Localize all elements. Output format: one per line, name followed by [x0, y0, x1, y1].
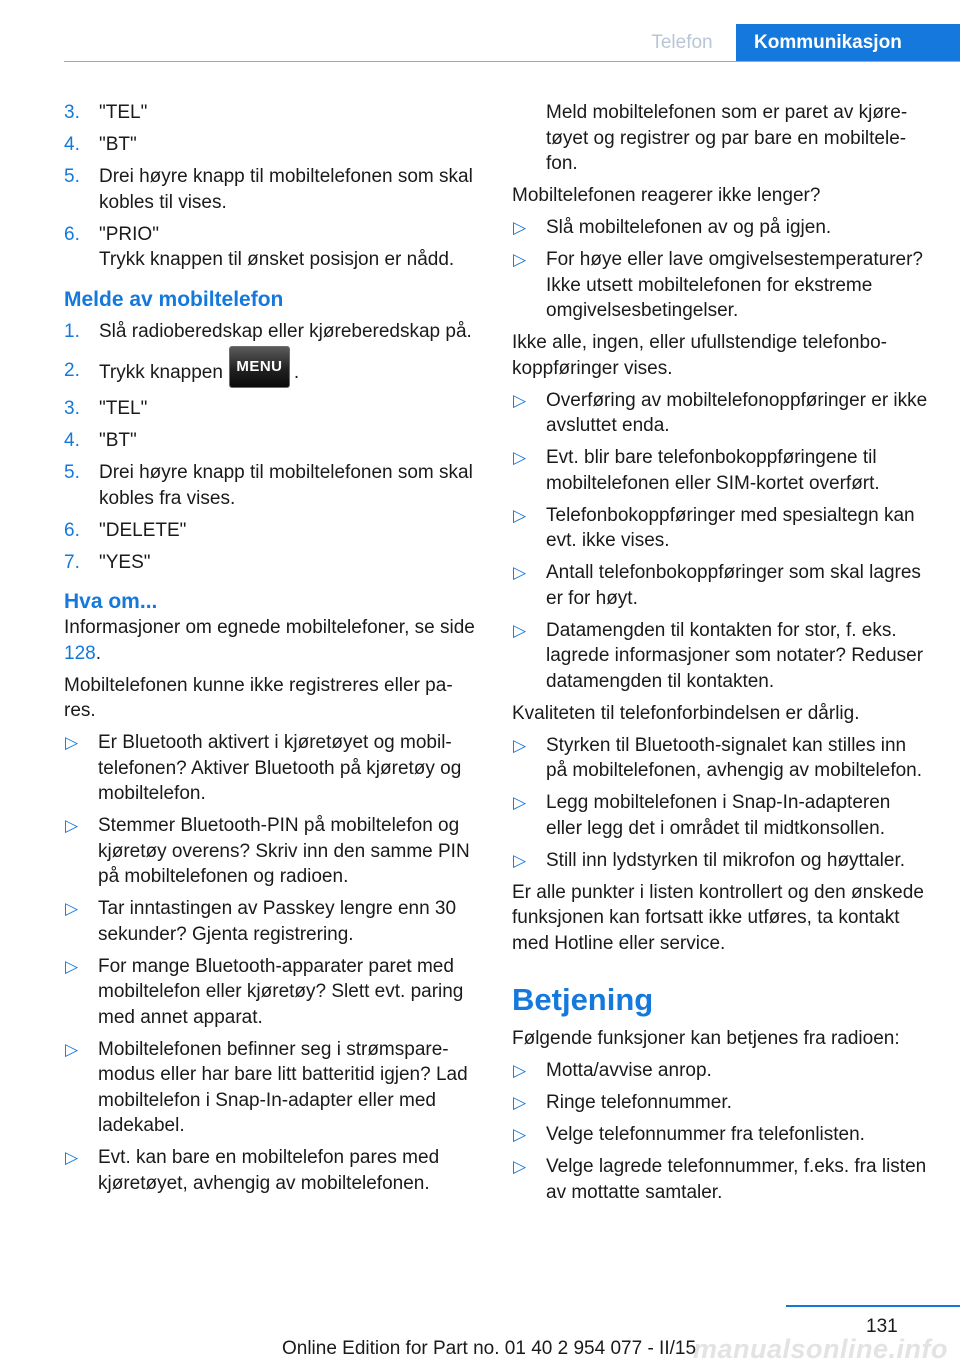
step-text: "TEL" [99, 102, 148, 123]
list-item [512, 790, 928, 841]
problem-statement: Mobiltelefonen kunne ikke registreres eller pares. [64, 674, 453, 721]
list-item [512, 848, 942, 874]
section-heading-operation: Betjening [512, 982, 654, 1017]
bullet-triangle-icon: ▷ [513, 218, 527, 237]
step-number: 5. [64, 462, 80, 483]
section-heading-whatif: Hva om... [64, 590, 158, 613]
info-end: . [95, 642, 101, 664]
bullet-triangle-icon: ▷ [513, 1157, 527, 1176]
step-text: "YES" [99, 551, 151, 573]
bullet-triangle-icon: ▷ [65, 899, 79, 918]
step-subtext: Trykk knappen til ønsket posisjon er nådd. [99, 249, 455, 270]
step-text: "DELETE" [99, 519, 187, 541]
step-number: 7. [64, 551, 80, 573]
list-item [512, 560, 928, 611]
step-number: 1. [64, 320, 80, 342]
list-item [64, 428, 476, 454]
list-item [64, 164, 476, 215]
list-item [64, 550, 476, 576]
header-divider [64, 61, 960, 62]
bullet-text: Antall telefonbokoppføringer som skal lagres er for høyt. [546, 562, 921, 609]
bullet-triangle-icon: ▷ [513, 1093, 527, 1112]
list-item [64, 358, 476, 388]
list-item [64, 518, 476, 544]
step-number: 5. [64, 166, 80, 187]
problem-statement: Mobiltelefonen reagerer ikke lenger? [512, 185, 821, 206]
bullet-text: For mange Bluetooth-apparater paret med mobiltelefon eller kjøretøy? Slett evt. paring med annet apparat. [98, 955, 464, 1028]
step-number: 6. [64, 223, 80, 245]
bullet-triangle-icon: ▷ [513, 505, 527, 525]
bullet-triangle-icon: ▷ [65, 1039, 79, 1059]
edition-footer: Online Edition for Part no. 01 40 2 954 077 - II/15 [281, 1338, 697, 1359]
bullet-text: Datamengden til kontakten for stor, f. eks. lagrede informasjoner som notater? Reduser datamengden til kontakten. [546, 619, 924, 692]
bullet-text: Legg mobiltelefonen i Snap-In-adapteren eller legg det i området til midtkonsollen. [546, 792, 891, 839]
list-item [512, 1090, 928, 1116]
operation-intro: Følgende funksjoner kan betjenes fra radioen: [512, 1028, 900, 1049]
bullet-triangle-icon: ▷ [513, 735, 527, 755]
continuation-text: Meld mobiltelefonen som er paret av kjøretøyet og registrer og par bare en mobiltelefon. [546, 102, 908, 174]
right-column [512, 100, 928, 1212]
list-item [512, 1058, 928, 1084]
info-text: Informasjoner om egnede mobiltelefoner, se side [64, 617, 475, 638]
list-item [64, 1145, 476, 1196]
list-item [64, 730, 476, 807]
step-text: "TEL" [99, 398, 148, 419]
step-number: 2. [64, 360, 80, 381]
list-item [64, 896, 476, 947]
bullet-text: Slå mobiltelefonen av og på igjen. [546, 217, 832, 238]
step-number: 3. [64, 102, 80, 123]
bullet-text: Ringe telefonnummer. [546, 1092, 732, 1113]
list-item [64, 396, 476, 422]
list-item [512, 215, 928, 241]
step-text: Slå radioberedskap eller kjøreberedskap på. [99, 320, 472, 342]
list-item [512, 445, 928, 496]
list-item [64, 132, 476, 158]
list-item [64, 222, 476, 273]
step-text: Drei høyre knapp til mobiltelefonen som skal kobles til vises. [99, 166, 473, 213]
step-text: "BT" [99, 430, 137, 451]
bullet-text: Stemmer Bluetooth-PIN på mobiltelefon og kjøretøy overens? Skriv inn den samme PIN på mobiltelefonen og radioen. [98, 815, 470, 887]
bullet-triangle-icon: ▷ [513, 448, 527, 467]
list-item [64, 1037, 476, 1139]
watermark: manualsonline.info [692, 1334, 948, 1362]
bullet-text: Tar inntastingen av Passkey lengre enn 30 sekunder? Gjenta registrering. [98, 898, 457, 945]
list-item [512, 503, 928, 554]
bullet-triangle-icon: ▷ [513, 793, 527, 812]
page-reference-link[interactable]: 128 [64, 642, 96, 664]
closing-paragraph: Er alle punkter i listen kontrollert og den ønskede funksjonen kan fortsatt ikke utføres, ta kontakt med Hotline eller service. [512, 881, 924, 954]
list-item [64, 954, 476, 1031]
problem-statement: Kvaliteten til telefonforbindelsen er dårlig. [512, 702, 860, 724]
step-text: "BT" [99, 134, 137, 155]
list-item [512, 388, 928, 439]
list-item [512, 1122, 928, 1148]
step-number: 3. [64, 398, 80, 419]
bullet-text: Mobiltelefonen befinner seg i strømsparemodus eller har bare litt batteritid igjen? Lad mobiltelefon i Snap-In-adapter eller med ladekabel. [98, 1038, 468, 1136]
bullet-text: Evt. kan bare en mobiltelefon pares med kjøretøyet, avhengig av mobiltelefonen. [98, 1147, 440, 1194]
problem-statement: Ikke alle, ingen, eller ufullstendige telefonbokoppføringer vises. [512, 332, 887, 379]
list-item [512, 618, 928, 695]
list-item [64, 813, 476, 890]
bullet-triangle-icon: ▷ [513, 1125, 527, 1144]
bullet-text: Velge lagrede telefonnummer, f.eks. fra listen av mottatte samtaler. [546, 1156, 927, 1203]
tab-telefon: Telefon [651, 32, 713, 53]
bullet-text: Telefonbokoppføringer med spesialtegn kan evt. ikke vises. [546, 504, 915, 551]
bullet-triangle-icon: ▷ [513, 620, 527, 640]
step-text-end: . [293, 362, 300, 384]
list-item [512, 733, 928, 784]
list-item [512, 1154, 928, 1205]
bullet-triangle-icon: ▷ [513, 563, 527, 582]
bullet-triangle-icon: ▷ [513, 390, 527, 410]
bullet-triangle-icon: ▷ [65, 956, 79, 976]
bullet-text: For høye eller lave omgivelsestemperaturer? Ikke utsett mobiltelefonen for ekstreme omgivelsesbetingelser. [546, 249, 923, 321]
bullet-text: Motta/avvise anrop. [546, 1060, 712, 1081]
menu-button-icon: MENU [229, 346, 290, 388]
tab-kommunikasjon: Kommunikasjon [736, 24, 960, 62]
section-heading-unpair: Melde av mobiltelefon [64, 287, 284, 311]
bullet-text: Overføring av mobiltelefonoppføringer er ikke avsluttet enda. [546, 389, 928, 436]
step-number: 4. [64, 430, 80, 451]
bullet-triangle-icon: ▷ [65, 1148, 79, 1167]
bullet-text: Velge telefonnummer fra telefonlisten. [546, 1124, 865, 1145]
bullet-text: Evt. blir bare telefonbokoppføringene til mobiltelefonen eller SIM-kortet overført. [546, 447, 880, 494]
list-item [512, 247, 928, 324]
bullet-triangle-icon: ▷ [65, 733, 79, 752]
step-number: 6. [64, 519, 80, 541]
step-text: Drei høyre knapp til mobiltelefonen som skal kobles fra vises. [99, 462, 473, 509]
left-column [64, 100, 476, 1203]
list-item [64, 460, 476, 511]
bullet-text: Styrken til Bluetooth-signalet kan stilles inn på mobiltelefonen, avhengig av mobiltelefon. [546, 734, 923, 781]
step-text: Trykk knappen [99, 362, 223, 384]
bullet-triangle-icon: ▷ [513, 250, 527, 269]
bullet-triangle-icon: ▷ [513, 850, 527, 870]
bullet-triangle-icon: ▷ [65, 816, 79, 835]
list-item [64, 100, 476, 126]
footer-divider [786, 1305, 960, 1307]
list-item [64, 319, 476, 345]
info-paragraph [64, 615, 476, 666]
step-text: "PRIO" [99, 223, 159, 245]
bullet-text: Er Bluetooth aktivert i kjøretøyet og mobiltelefonen? Aktiver Bluetooth på kjøretøy og mobiltelefon. [98, 732, 462, 804]
bullet-triangle-icon: ▷ [513, 1061, 527, 1080]
page-number: 131 [866, 1316, 898, 1337]
step-number: 4. [64, 134, 80, 155]
bullet-text: Still inn lydstyrken til mikrofon og høyttaler. [546, 849, 906, 871]
